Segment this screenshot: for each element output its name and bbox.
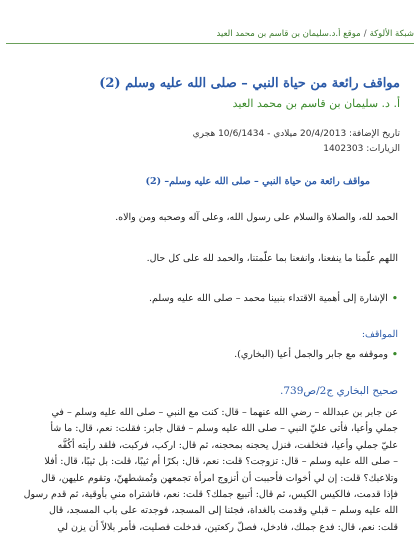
source-heading: صحيح البخاري ج2/ص739. bbox=[280, 385, 398, 397]
body-line: جملي وأعيا، فأتى عليّ النبي – صلى الله عليه وسلم – فقال جابر: فقلت: نعم، قال: ما شأ bbox=[50, 423, 398, 435]
list-item-text: وموقفه مع جابر والجمل أعيا (البخاري). bbox=[234, 349, 388, 360]
breadcrumb bbox=[6, 28, 414, 40]
bullet-icon: • bbox=[391, 349, 398, 360]
section-label: المواقف: bbox=[361, 329, 398, 340]
body-line: قلت: نعم، قال: فدع جملك، فادخل، فصلّ ركعتين، فدخلت فصليت، فأمر بلالاً أن يزن لي bbox=[57, 521, 398, 533]
breadcrumb-section-link[interactable]: موقع أ.د.سليمان بن قاسم بن محمد العيد bbox=[216, 29, 361, 39]
article-visits: الزيارات: 1402303 bbox=[323, 144, 400, 154]
list-item-text: الإشارة إلى أهمية الاقتداء بنبينا محمد – صلى الله عليه وسلم. bbox=[148, 293, 388, 304]
header-divider bbox=[6, 43, 414, 44]
body-line: فإذا قدمت، فالكيس الكيس، ثم قال: أتبيع جملك؟ قلت: نعم، فاشتراه مني بأوقية، ثم قدم رسول bbox=[23, 489, 398, 501]
intro-paragraph-2: اللهم علّمنا ما ينفعنا، وانفعنا بما علّمتنا، والحمد لله على كل حال. bbox=[146, 253, 398, 264]
article-subtitle: مواقف رائعة من حياة النبي – صلى الله عليه وسلم– (2) bbox=[145, 176, 370, 187]
bullet-icon: • bbox=[391, 293, 398, 304]
article-author[interactable]: أ. د. سليمان بن قاسم بن محمد العيد bbox=[232, 97, 400, 110]
breadcrumb-separator: / bbox=[363, 29, 367, 39]
body-line: عن جابر بن عبدالله – رضي الله عنهما – قال: كنت مع النبي – صلى الله عليه وسلم – في bbox=[51, 407, 398, 418]
intro-paragraph-1: الحمد لله، والصلاة والسلام على رسول الله، وعلى آله وصحبه ومن والاه. bbox=[115, 212, 398, 223]
hadith-body bbox=[16, 405, 398, 536]
body-line: عليّ جملي وأعيا، فتخلفت، فنزل يحجنه بمحجنه، ثم قال: اركب، فركبت، فلقد رأيته أكُفُّه bbox=[57, 439, 398, 451]
article-title: مواقف رائعة من حياة النبي – صلى الله عليه وسلم (2) bbox=[99, 76, 400, 91]
body-line: الله عليه وسلم – قبلي وقدمت بالغداة، فجئنا إلى المسجد، فوجدته على باب المسجد، قال bbox=[49, 505, 398, 517]
list-item bbox=[18, 292, 398, 306]
breadcrumb-site-link[interactable]: شبكة الألوكة bbox=[369, 29, 414, 39]
list-item bbox=[18, 348, 398, 362]
article-date: تاريخ الإضافة: 20/4/2013 ميلادي - 10/6/1434 هجري bbox=[192, 129, 400, 139]
body-line: وتلاعبك؟ قلت: إن لي أخوات فأحببت أن أتزوج امرأة تجمعهن وتُمشطهنّ، وتقوم عليهن، قال bbox=[41, 472, 398, 484]
body-line: – صلى الله عليه وسلم – قال: تزوجت؟ قلت: نعم، قال: بكرًا أم ثيبًا، قلت: بل ثيبًا، قال: أفلا bbox=[44, 456, 398, 468]
